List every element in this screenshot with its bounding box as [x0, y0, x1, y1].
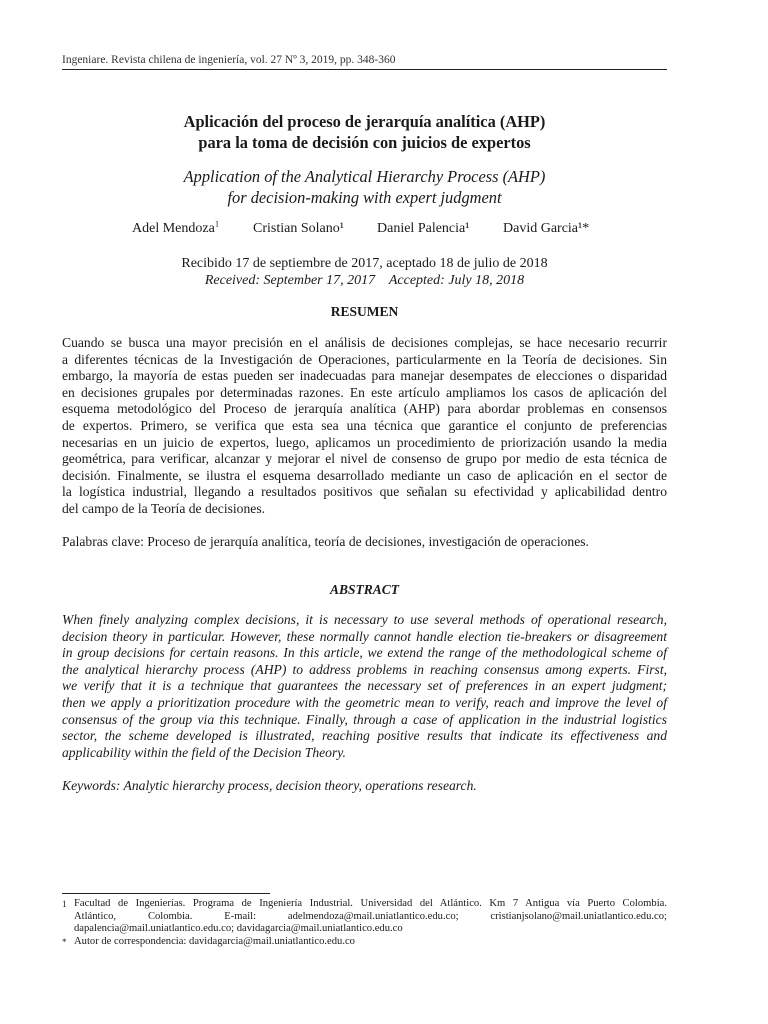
abstract-line: the analytical hierarchy process (AHP) to address problems in reaching consensus among experts. First, [62, 661, 667, 677]
author [253, 221, 344, 237]
keywords: Keywords: Analytic hierarchy process, decision theory, operations research. [62, 778, 477, 793]
resumen-line: Cuando se busca una mayor precisión en el análisis de decisiones complejas, se hace necesario recurrir [62, 335, 667, 350]
title-english-line: Application of the Analytical Hierarchy Process (AHP) [183, 167, 546, 186]
title-english [62, 166, 667, 208]
author-name: Cristian Solano [253, 221, 340, 236]
resumen-line: del campo de la Teoría de decisiones. [62, 500, 266, 516]
abstract-line: we verify that it is a technique that guarantees the necessary set of preferences in an expert judgment; [62, 678, 667, 694]
footnote-line: Facultad de Ingenierías. Programa de Ingeniería Industrial. Universidad del Atlántico. Km 7 Antigua vía Puerto Colombia. [74, 898, 667, 909]
resumen-line: decisión. Finalmente, se ilustra el esquema desarrollado mediante un caso de aplicación en el sector de [62, 467, 667, 483]
abstract-line: decision theory in particular. However, these normally cannot handle election tie-breakers or disagreement [62, 628, 667, 644]
palabras-clave: Palabras clave: Proceso de jerarquía analítica, teoría de decisiones, investigación de operaciones. [62, 534, 589, 549]
author-name: David Garcia [503, 221, 579, 236]
resumen-line: en decisiones grupales por determinadas razones. En este artículo ampliamos los casos de aplicación del [62, 384, 667, 400]
resumen-line: la logística industrial, llegando a resultados positivos que señalan su efectividad y aplicabilidad dentro [62, 484, 667, 500]
author-affiliation-mark: ¹ [339, 221, 344, 236]
footnote-mark: 1 [62, 899, 67, 909]
resumen-line: geométrica, para verificar, alcanzar y mejorar el nivel de consenso de grupo por medio de esta técnica de [62, 451, 667, 467]
abstract-body [62, 612, 667, 761]
resumen-line: de expertos. Primero, se verifica que esta sea una técnica que garantice el conjunto de preferencias [62, 417, 667, 433]
author-name: Adel Mendoza [132, 221, 215, 236]
abstract-line: then we apply a prioritization procedure with the geometric mean to verify, reach and improve the level of [62, 694, 667, 710]
author [503, 221, 589, 237]
dates-english: Received: September 17, 2017 Accepted: July 18, 2018 [204, 273, 525, 288]
abstract-line: When finely analyzing complex decisions, it is necessary to use several methods of operational research, [62, 612, 667, 627]
title-spanish-line: Aplicación del proceso de jerarquía analítica (AHP) [183, 112, 546, 131]
author [377, 221, 469, 237]
resumen-line: necesarias en un juicio de expertos, luego, aplicamos un procedimiento de priorización usando la media [62, 434, 667, 450]
resumen-line: esquema metodológico del Proceso de jerarquía analítica (AHP) para abordar problemas en consensos [62, 401, 667, 417]
author [132, 218, 220, 237]
resumen-heading: RESUMEN [330, 304, 399, 319]
abstract-heading: ABSTRACT [329, 582, 400, 597]
title-spanish [62, 111, 667, 153]
header-rule [62, 69, 667, 70]
footnote-correspondence [62, 936, 667, 949]
abstract-line: consensus of the group via this technique. Finally, through a case of application in the industrial logistics [62, 711, 667, 727]
author-affiliation-mark: 1 [214, 218, 220, 229]
title-english-line: for decision-making with expert judgment [227, 188, 502, 207]
resumen-line: embargo, la mayoría de estas pueden ser inadecuadas para manejar desempates de elecciones o disparidad [62, 368, 667, 384]
footnote-line: dapalencia@mail.uniatlantico.edu.co; davidagarcia@mail.uniatlantico.edu.co [74, 923, 403, 935]
author-affiliation-mark: ¹ [465, 221, 470, 236]
abstract-line: in group decisions for certain reasons. In this article, we extend the range of the methodological scheme of [62, 645, 667, 661]
footnote-rule [62, 893, 270, 894]
running-head: Ingeniare. Revista chilena de ingeniería, vol. 27 Nº 3, 2019, pp. 348-360 [62, 54, 396, 66]
author-list [62, 218, 667, 241]
author-affiliation-mark: ¹* [578, 221, 590, 236]
abstract-line: sector, the scheme developed is illustrated, reaching positive results that indicate its effectiveness and [62, 728, 667, 744]
footnotes [62, 898, 667, 948]
title-spanish-line: para la toma de decisión con juicios de expertos [198, 133, 531, 152]
received-dates [62, 255, 667, 289]
footnote-mark: * [62, 936, 67, 947]
resumen-body [62, 335, 667, 518]
footnote-affiliation [62, 898, 667, 936]
author-name: Daniel Palencia [377, 221, 466, 236]
dates-spanish: Recibido 17 de septiembre de 2017, aceptado 18 de julio de 2018 [181, 256, 548, 271]
paper-page [62, 0, 667, 1024]
abstract-line: applicability within the field of the Decision Theory. [62, 744, 346, 760]
resumen-line: a diferentes técnicas de la Investigación de Operaciones, particularmente en la Teoría de decisiones. Sin [62, 351, 667, 367]
footnote-line: Autor de correspondencia: davidagarcia@mail.uniatlantico.edu.co [74, 935, 355, 947]
footnote-line: Atlántico, Colombia. E-mail: adelmendoza@mail.uniatlantico.edu.co; cristianjsolano@mail.uniatlantico.edu.co; [74, 910, 667, 922]
